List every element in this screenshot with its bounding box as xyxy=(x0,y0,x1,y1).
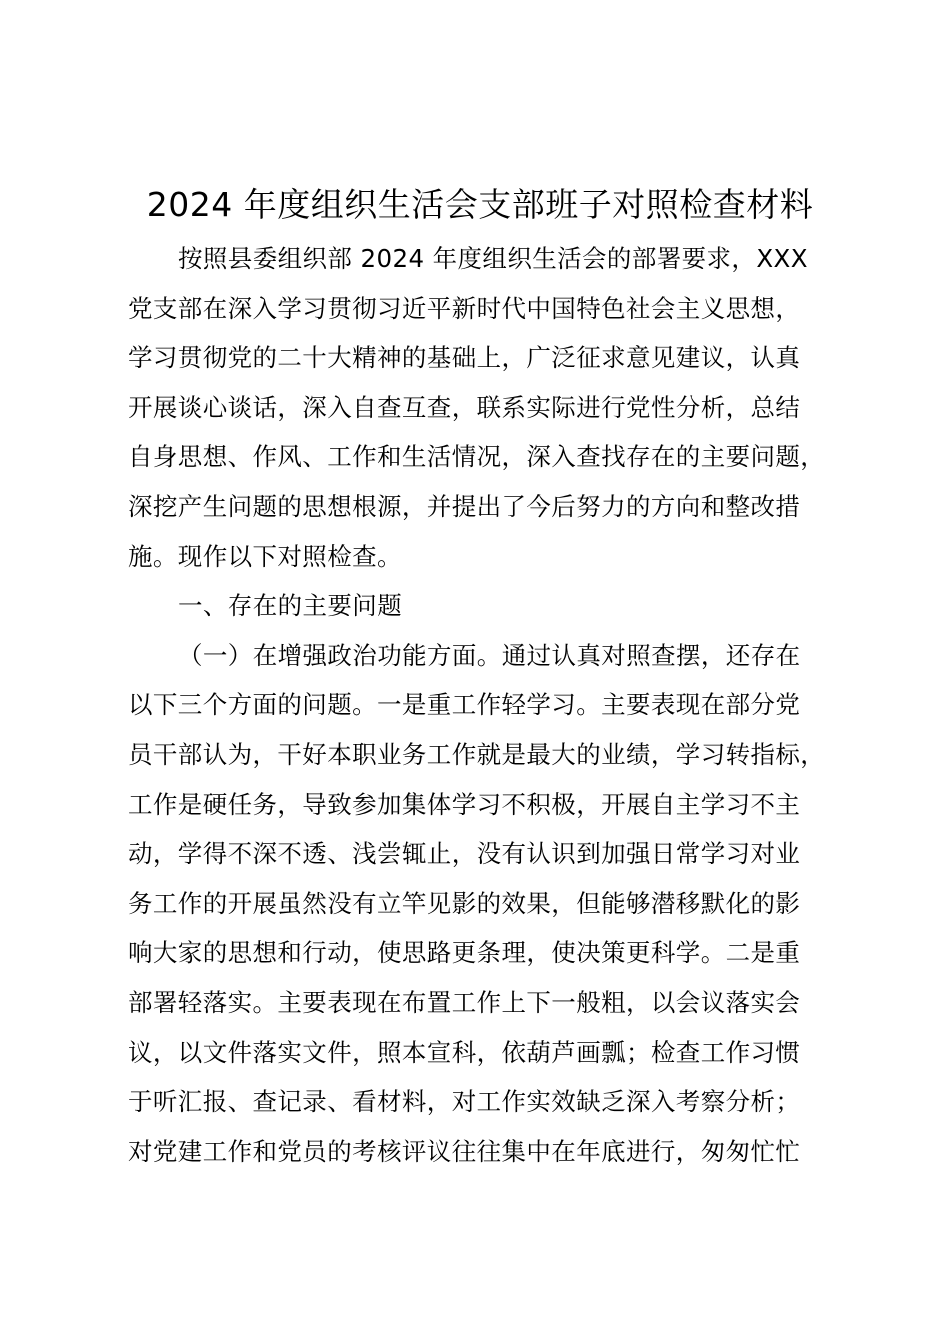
paragraph-line: 员干部认为，干好本职业务工作就是最大的业绩，学习转指标， xyxy=(128,739,826,769)
paragraph-line: 工作是硬任务，导致参加集体学习不积极，开展自主学习不主 xyxy=(128,789,801,819)
paragraph-line: 深挖产生问题的思想根源，并提出了今后努力的方向和整改措 xyxy=(128,491,801,521)
section-heading: 一、存在的主要问题 xyxy=(178,591,403,621)
paragraph-line: 响大家的思想和行动，使思路更条理，使决策更科学。二是重 xyxy=(128,938,801,968)
paragraph-line: 学习贯彻党的二十大精神的基础上，广泛征求意见建议，认真 xyxy=(128,343,801,373)
paragraph-line: 务工作的开展虽然没有立竿见影的效果，但能够潜移默化的影 xyxy=(128,888,801,918)
paragraph-line: 按照县委组织部 2024 年度组织生活会的部署要求，XXX xyxy=(178,244,808,273)
paragraph-line: 自身思想、作风、工作和生活情况，深入查找存在的主要问题， xyxy=(128,442,826,472)
paragraph-line: 于听汇报、查记录、看材料，对工作实效缺乏深入考察分析； xyxy=(128,1087,801,1117)
paragraph-line: 部署轻落实。主要表现在布置工作上下一般粗，以会议落实会 xyxy=(128,987,801,1017)
paragraph-line: 党支部在深入学习贯彻习近平新时代中国特色社会主义思想， xyxy=(128,293,801,323)
paragraph-line: 施。现作以下对照检查。 xyxy=(128,541,402,571)
paragraph-line: 以下三个方面的问题。一是重工作轻学习。主要表现在部分党 xyxy=(128,690,801,720)
paragraph-line: 对党建工作和党员的考核评议往往集中在年底进行，匆匆忙忙 xyxy=(128,1136,801,1166)
paragraph-line: 议，以文件落实文件，照本宣科，依葫芦画瓢；检查工作习惯 xyxy=(128,1037,801,1067)
paragraph-line: 动，学得不深不透、浅尝辄止，没有认识到加强日常学习对业 xyxy=(128,839,801,869)
document-title: 2024 年度组织生活会支部班子对照检查材料 xyxy=(146,185,814,224)
paragraph-line: （一）在增强政治功能方面。通过认真对照查摆，还存在 xyxy=(178,640,801,670)
paragraph-line: 开展谈心谈话，深入自查互查，联系实际进行党性分析，总结 xyxy=(128,392,801,422)
document-body xyxy=(128,234,868,1176)
